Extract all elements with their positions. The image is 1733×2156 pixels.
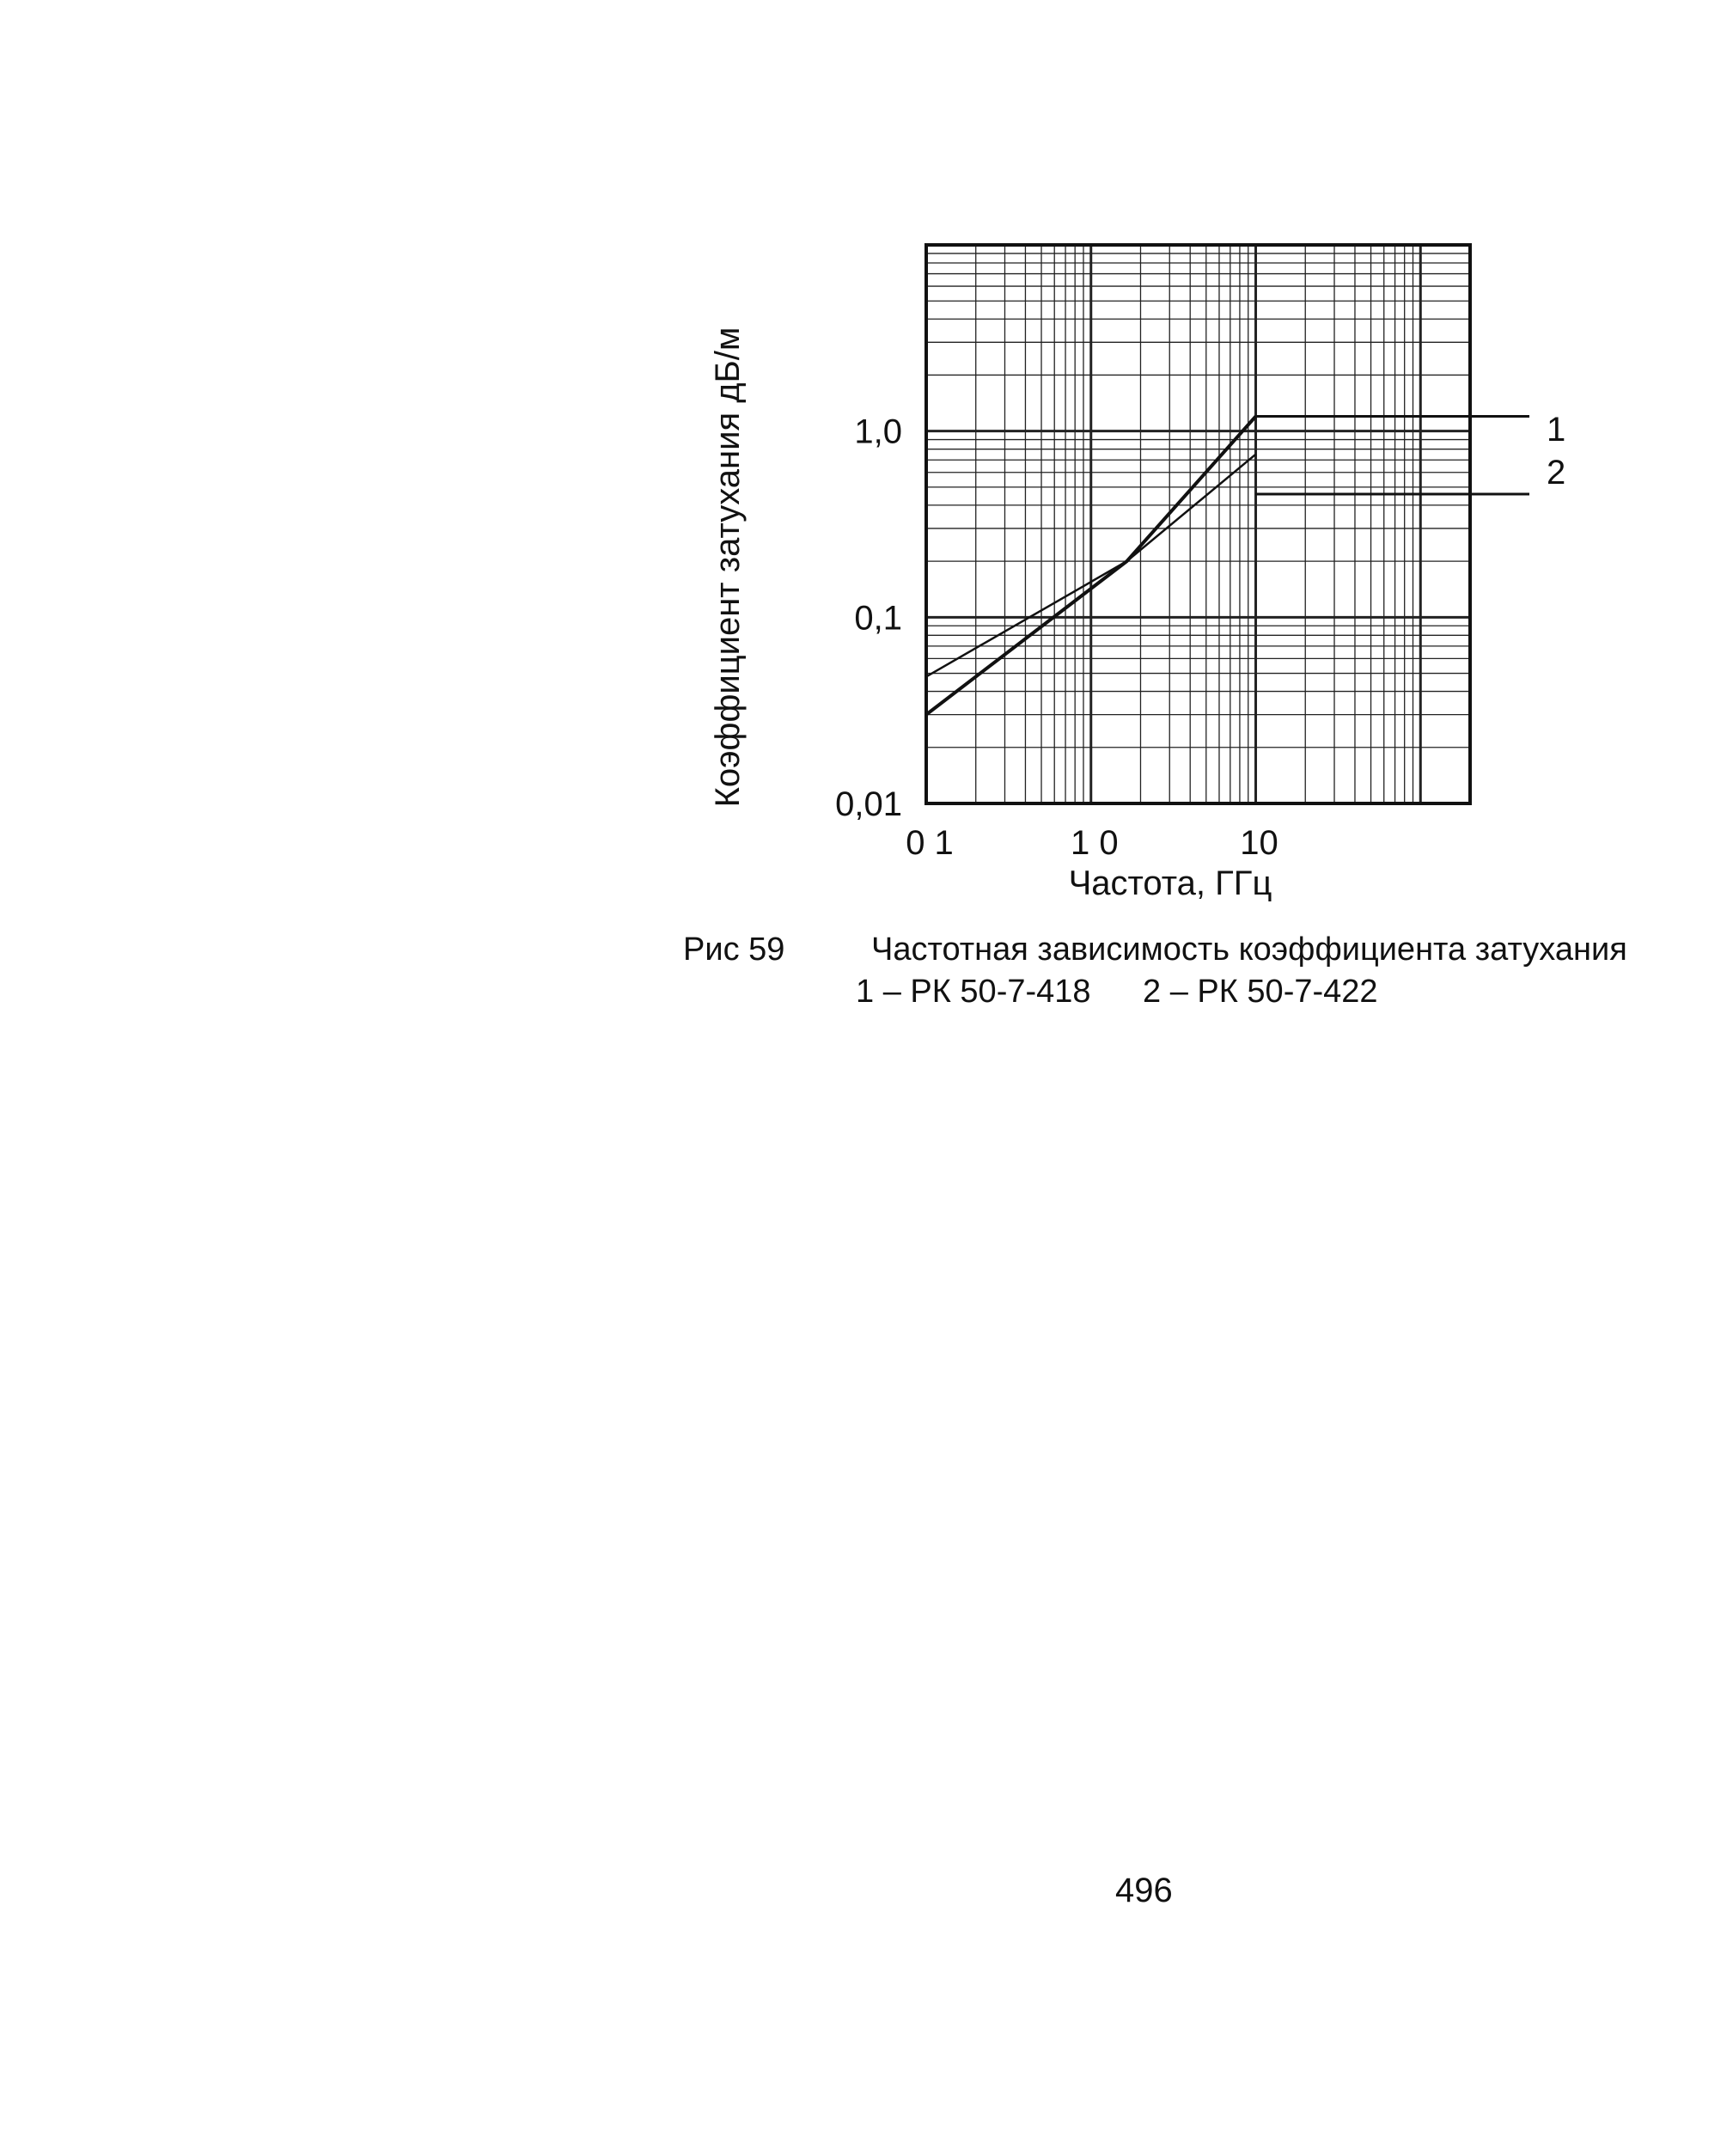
- x-axis-title: Частота, ГГц: [1068, 864, 1272, 902]
- figure-number: Рис 59: [683, 931, 785, 968]
- x-tick-label: 10: [1240, 824, 1278, 862]
- plot-frame: [926, 245, 1470, 803]
- curve-leaders: [1256, 411, 1566, 494]
- figure-caption-legend-1: 1 – РК 50-7-418: [856, 974, 1091, 1010]
- y-tick-labels: [835, 413, 902, 823]
- chart-grid: [926, 245, 1470, 803]
- curve-label-1: 1: [1547, 411, 1566, 449]
- x-tick-labels: [906, 824, 1278, 862]
- y-tick-label: 0,01: [835, 785, 902, 823]
- x-tick-label: 1 0: [1070, 824, 1119, 862]
- figure-caption-title: Частотная зависимость коэффициента затухания: [871, 931, 1627, 968]
- x-tick-label: 0 1: [906, 824, 954, 862]
- figure-caption-legend-2: 2 – РК 50-7-422: [1143, 974, 1378, 1010]
- y-tick-label: 1,0: [854, 412, 902, 451]
- curve-label-2: 2: [1547, 454, 1566, 492]
- y-tick-label: 0,1: [854, 599, 902, 638]
- y-axis-title: Коэффициент затухания дБ/м: [709, 327, 747, 808]
- page-number: 496: [1115, 1872, 1173, 1909]
